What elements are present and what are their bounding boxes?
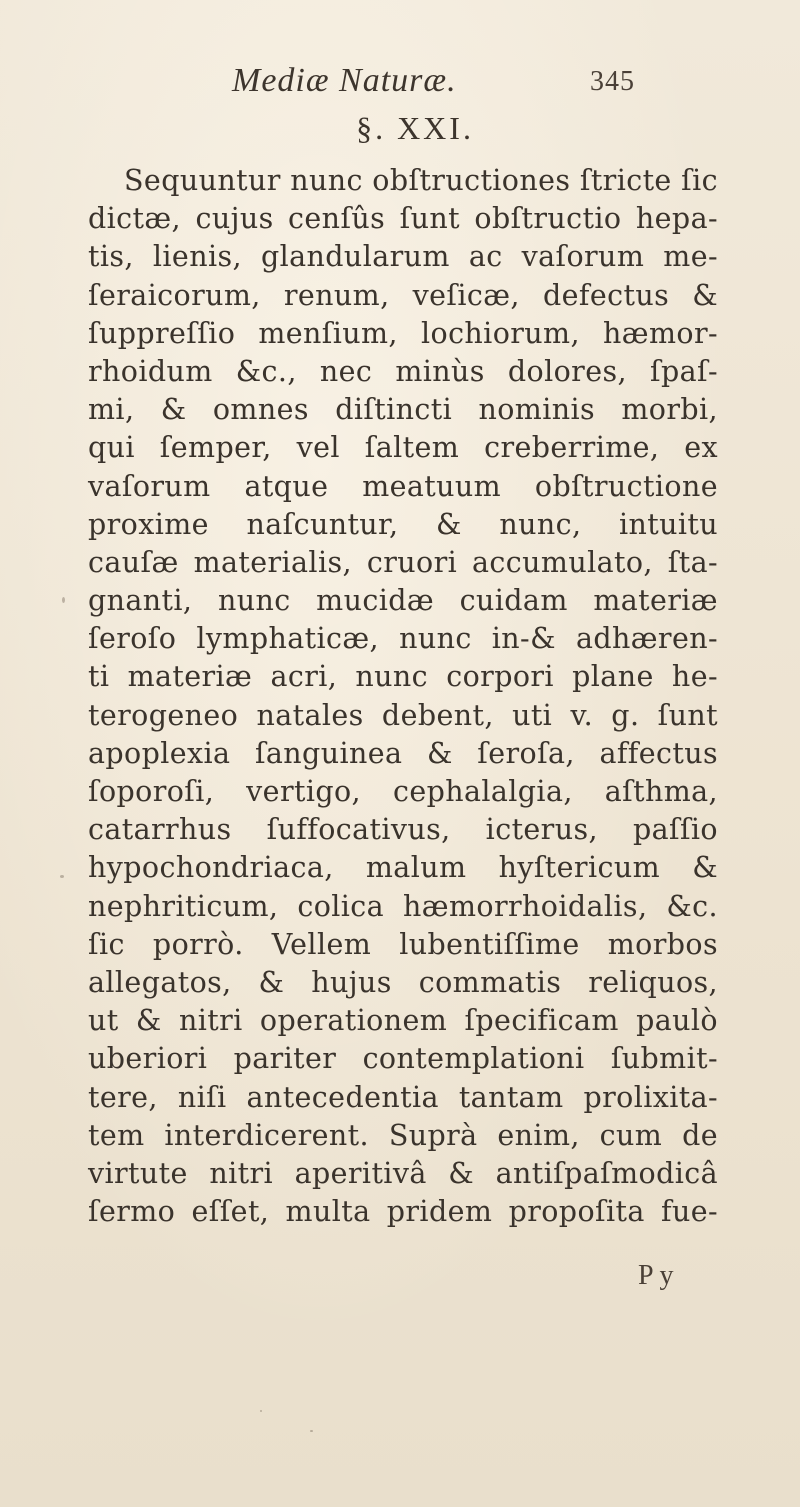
text-line: vaſorum atque meatuum obſtructione (88, 469, 718, 503)
text-line: cauſæ materialis, cruori accumulato, ſta- (88, 545, 718, 579)
text-line: tis, lienis, glandularum ac vaſorum me- (88, 240, 718, 274)
paper-speck (60, 875, 64, 878)
text-line: mi, & omnes diſtincti nominis morbi, (88, 393, 718, 427)
text-line: ſic porrò. Vellem lubentiſſime morbos (88, 927, 718, 961)
text-line: ſeroſo lymphaticæ, nunc in-& adhæren- (88, 622, 718, 656)
text-line: catarrhus ſuffocativus, icterus, paſſio (88, 813, 718, 847)
text-line: ut & nitri operationem ſpecificam paulò (88, 1004, 718, 1038)
text-line: apoplexia ſanguinea & ſeroſa, affectus (88, 736, 718, 770)
running-title: Mediæ Naturæ. (232, 62, 457, 99)
text-line: terogeneo natales debent, uti v. g. ſunt (88, 698, 718, 732)
section-heading: §. XXI. (356, 110, 474, 146)
text-line: tem interdicerent. Suprà enim, cum de (88, 1118, 718, 1152)
paper-speck (310, 1430, 313, 1432)
text-line: tere, niſi antecedentia tantam prolixita- (88, 1080, 718, 1114)
text-line: ſeraicorum, renum, veſicæ, defectus & (88, 278, 718, 312)
text-line: rhoidum &c., nec minùs dolores, ſpaſ- (88, 354, 718, 388)
page-number: 345 (590, 66, 635, 97)
text-line: ſermo eſſet, multa pridem propoſita fue- (88, 1195, 718, 1229)
text-line: dictæ, cujus cenſûs ſunt obſtructio hepa- (88, 202, 718, 236)
catchword: P y (638, 1260, 674, 1291)
body-paragraph (88, 162, 718, 1231)
page-header (0, 62, 800, 102)
text-line: virtute nitri aperitivâ & antiſpaſmodicâ (88, 1156, 718, 1190)
text-line: allegatos, & hujus commatis reliquos, (88, 965, 718, 999)
text-line: proxime naſcuntur, & nunc, intuitu (88, 507, 718, 541)
text-line: uberiori pariter contemplationi ſubmit- (88, 1042, 718, 1076)
text-line: hypochondriaca, malum hyſtericum & (88, 851, 718, 885)
text-line: nephriticum, colica hæmorrhoidalis, &c. (88, 889, 718, 923)
paper-speck (62, 597, 65, 603)
paper-speck (260, 1410, 262, 1412)
text-line: qui ſemper, vel ſaltem creberrime, ex (88, 431, 718, 465)
text-line: gnanti, nunc mucidæ cuidam materiæ (88, 584, 718, 618)
text-line: ſuppreſſio menſium, lochiorum, hæmor- (88, 316, 718, 350)
text-line: ſoporoſi, vertigo, cephalalgia, aſthma, (88, 775, 718, 808)
text-line: Sequuntur nunc obſtructiones ſtricte ſic (124, 164, 718, 197)
text-line: ti materiæ acri, nunc corpori plane he- (88, 660, 718, 694)
